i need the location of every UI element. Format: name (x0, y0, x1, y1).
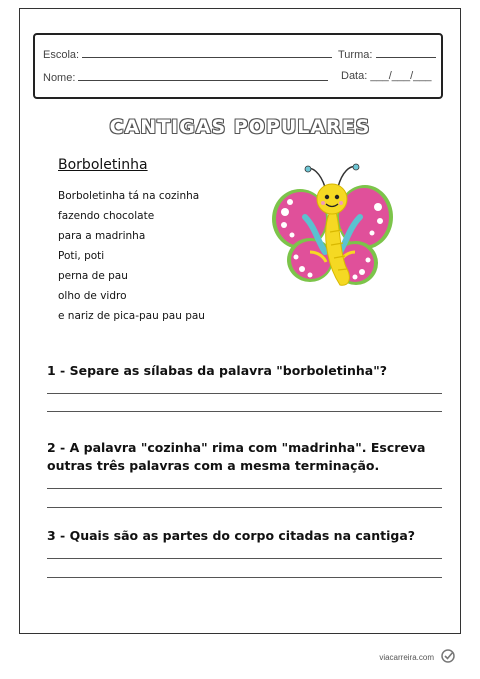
verse-line: Borboletinha tá na cozinha (58, 190, 200, 202)
verse-line: olho de vidro (58, 290, 127, 302)
class-label: Turma: (338, 49, 373, 61)
name-field[interactable] (43, 70, 328, 84)
verse-line: para a madrinha (58, 230, 146, 242)
date-blanks: ___/___/___ (370, 70, 432, 82)
song-title: Borboletinha (58, 157, 148, 173)
school-field[interactable] (43, 47, 332, 61)
date-field[interactable] (341, 70, 432, 82)
date-label: Data: (341, 70, 368, 82)
answer-line[interactable] (47, 507, 442, 508)
class-field[interactable] (338, 47, 436, 61)
question-3: 3 - Quais são as partes do corpo citadas na cantiga? (47, 528, 415, 543)
answer-line[interactable] (47, 411, 442, 412)
name-label: Nome: (43, 72, 76, 84)
verse-line: e nariz de pica-pau pau pau (58, 310, 205, 322)
question-1: 1 - Separe as sílabas da palavra "borboletinha"? (47, 363, 387, 378)
name-line (78, 70, 328, 81)
question-2: 2 - A palavra "cozinha" rima com "madrinha". Escreva outras três palavras com a mesma terminação. (47, 440, 426, 473)
verse-line: Poti, poti (58, 250, 105, 262)
school-line (82, 47, 332, 58)
answer-line[interactable] (47, 488, 442, 489)
verse-line: fazendo chocolate (58, 210, 155, 222)
school-label: Escola: (43, 49, 80, 61)
song-verses (58, 186, 205, 326)
page-title: CANTIGAS POPULARES (109, 116, 371, 138)
checkmark-logo-icon (440, 648, 456, 664)
answer-line[interactable] (47, 577, 442, 578)
verse-line: perna de pau (58, 270, 128, 282)
footer-site: viacarreira.com (379, 653, 434, 662)
class-line (376, 47, 436, 58)
answer-line[interactable] (47, 558, 442, 559)
butterfly-illustration (270, 157, 395, 297)
answer-line[interactable] (47, 393, 442, 394)
student-info-box (33, 33, 443, 99)
